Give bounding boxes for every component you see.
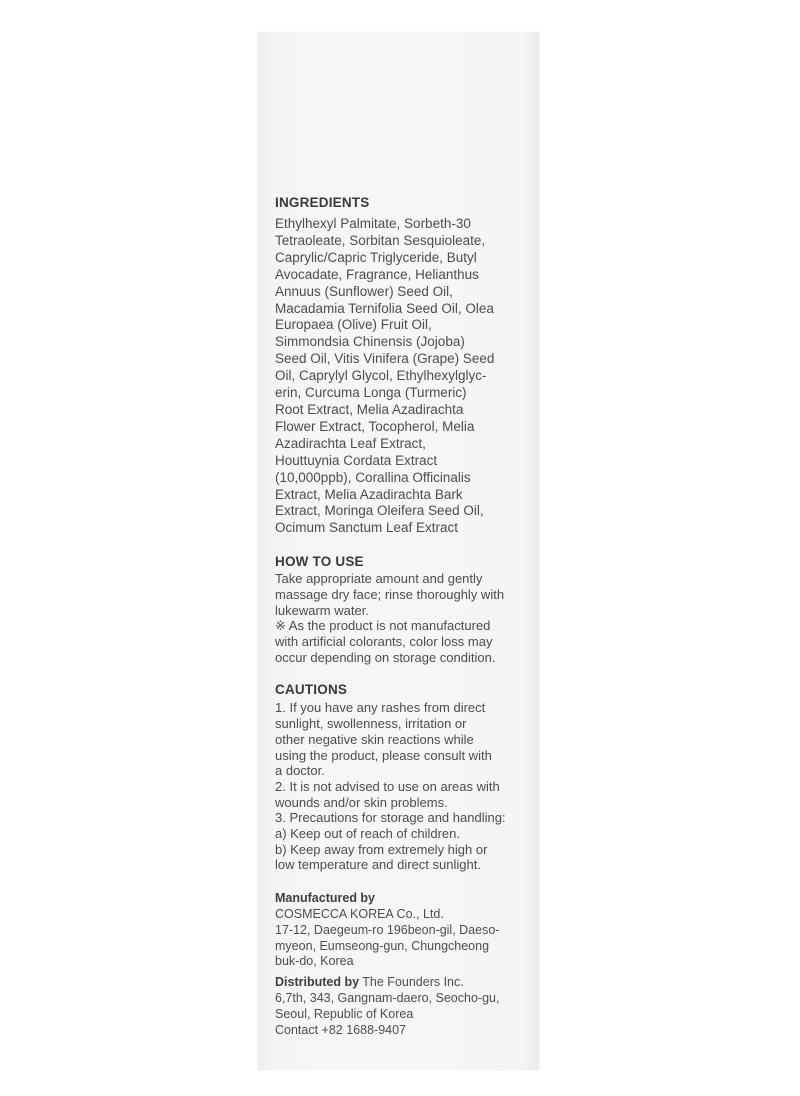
ingredients-heading: INGREDIENTS	[275, 195, 370, 210]
distributor-label: Distributed by	[275, 975, 360, 990]
label-text-block	[275, 194, 525, 1038]
ingredients-section	[275, 194, 525, 537]
distributor-address: 6,7th, 343, Gangnam-daero, Seocho-gu, Seoul, Republic of Korea Contact +82 1688-9407	[275, 990, 500, 1037]
manufacturer-label: Manufactured by	[275, 891, 376, 906]
how-to-use-section	[275, 553, 525, 665]
cautions-heading: CAUTIONS	[275, 682, 348, 698]
how-to-use-text: Take appropriate amount and gently massage dry face; rinse thoroughly with lukewarm water. ※ As the product is not manufactured with artificial colorants, color loss may occur depending on storage condition.	[275, 571, 505, 665]
manufacturer-address: COSMECCA KOREA Co., Ltd. 17-12, Daegeum-ro 196beon-gil, Daeso- myeon, Eumseong-gun, Chungcheong buk-do, Korea	[275, 906, 500, 969]
distributor-section	[275, 975, 525, 1038]
how-to-use-heading: HOW TO USE	[275, 554, 364, 570]
cautions-section	[275, 681, 525, 873]
cautions-text: 1. If you have any rashes from direct sunlight, swollenness, irritation or other negative skin reactions while using the product, please consult with a doctor. 2. It is not advised to use on areas with wounds and/or skin problems. 3. Precautions for storage and handling: a) Keep out of reach of children. b) Keep away from extremely high or low temperature and direct sunlight.	[275, 700, 506, 873]
ingredients-list: Ethylhexyl Palmitate, Sorbeth-30 Tetraoleate, Sorbitan Sesquioleate, Caprylic/Capric Triglyceride, Butyl Avocadate, Fragrance, Helianthus Annuus (Sunflower) Seed Oil, Macadamia Ternifolia Seed Oil, Olea Europaea (Olive) Fruit Oil, Simmondsia Chinensis (Jojoba) Seed Oil, Vitis Vinifera (Grape) Seed Oil, Caprylyl Glycol, Ethylhexylglyc- erin, Curcuma Longa (Turmeric) Root Extract, Melia Azadirachta Flower Extract, Tocopherol, Melia Azadirachta Leaf Extract, Houttuynia Cordata Extract (10,000ppb), Corallina Officinalis Extract, Melia Azadirachta Bark Extract, Moringa Oleifera Seed Oil, Ocimum Sanctum Leaf Extract	[275, 216, 495, 536]
distributor-line	[275, 975, 525, 991]
distributor-name: The Founders Inc.	[359, 975, 464, 990]
manufacturer-section	[275, 891, 525, 970]
